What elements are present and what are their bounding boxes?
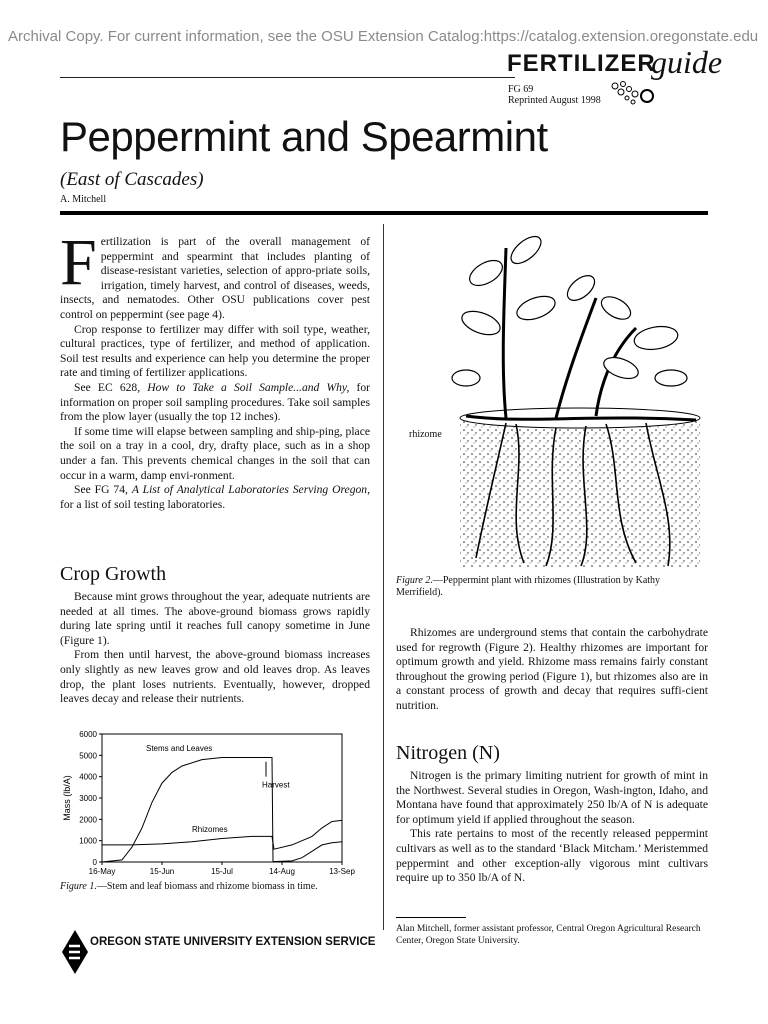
intro-paragraph-2: Crop response to fertilizer may differ with soil type, weather, cultural practices, type of fertilizer, and method of application. Soil test results and experience can help you determine the proper rate and timing of fertilizer applications. xyxy=(60,322,370,380)
nitrogen-paragraph-1: Nitrogen is the primary limiting nutrient for growth of mint in the Northwest. Several studies in Oregon, Wash-ington, Idaho, and Montana have found that approximately 250 lb/A of N is adequate for optimum yield if applied throughout the season. xyxy=(396,769,708,826)
column-divider xyxy=(383,224,384,930)
nitrogen-heading: Nitrogen (N) xyxy=(396,742,500,764)
drop-cap: F xyxy=(60,226,97,299)
p5-text-b: , for a list of soil testing laboratories. xyxy=(60,483,371,511)
biomass-chart xyxy=(60,722,360,880)
x-tick-label: 15-Jul xyxy=(211,867,233,876)
rhizomes-paragraph: Rhizomes are underground stems that contain the carbohydrate used for regrowth (Figure 2). Healthy rhizomes are important for optimum growth and yield. Rhizome mass remains fairly constant throughout the growing period (Figure 1), but rhizomes also are in a constant process of growth and decay that requires suffi-cient nutrition. xyxy=(396,626,708,712)
peppermint-plant-illustration xyxy=(406,228,706,573)
crop-growth-paragraph-1: Because mint grows throughout the year, adequate nutrients are needed at all times. The above-ground biomass grows rapidly during late spring until it reaches full canopy sometime in June (Figure 1). xyxy=(60,590,370,647)
leaves xyxy=(452,232,687,386)
x-tick-label: 16-May xyxy=(88,867,116,876)
soil-block xyxy=(460,418,700,568)
page-title: Peppermint and Spearmint xyxy=(60,113,548,160)
osu-extension-logo xyxy=(60,928,380,978)
guide-id: FG 69 xyxy=(508,84,534,95)
ec628-title: How to Take a Soil Sample...and Why, xyxy=(147,380,350,394)
crop-growth-section xyxy=(60,590,370,707)
series-line-stems-leaves xyxy=(102,758,342,863)
series-guide: guide xyxy=(651,44,723,80)
osu-extension-name: OREGON STATE UNIVERSITY EXTENSION SERVICE xyxy=(90,936,376,948)
dots-icon xyxy=(607,80,657,108)
intro-paragraph-5 xyxy=(60,483,370,512)
y-tick-label: 5000 xyxy=(79,751,97,761)
x-tick-label: 13-Sep xyxy=(329,867,355,876)
y-tick-label: 3000 xyxy=(79,794,97,803)
footnote-rule xyxy=(396,917,466,918)
stems xyxy=(503,248,636,418)
crop-growth-heading: Crop Growth xyxy=(60,563,167,585)
author: A. Mitchell xyxy=(60,194,107,205)
nitrogen-paragraph-2: This rate pertains to most of the recently released peppermint cultivars as well as to the standard ‘Black Mitcham.’ Meristemmed peppermint and other exception-ally vigorous mint cultivars require up to 350 lb/A of N. xyxy=(396,827,708,885)
rhizomes-section xyxy=(396,626,708,714)
intro-text-1: ertilization is part of the overall management of peppermint and spearmint that includes planting of disease-resistant varieties, selection of appro-priate soils, irrigation, timely harvest, and control of diseases, weeds, insects, and nematodes. Other OSU publications cover pest control on peppermint (see page 4). xyxy=(60,235,370,321)
series-name: FERTILIZER xyxy=(507,50,656,77)
header-rule xyxy=(60,77,515,78)
figure-1-text: —Stem and leaf biomass and rhizome biomass in time. xyxy=(96,881,318,892)
archival-notice: Archival Copy. For current information, see the OSU Extension Catalog:https://catalog.extension.oregonstate.edu xyxy=(8,28,759,45)
fg74-title: A List of Analytical Laboratories Serving Oregon xyxy=(131,483,368,497)
y-tick-label: 2000 xyxy=(79,815,97,825)
page-subtitle: (East of Cascades) xyxy=(60,169,204,190)
series-label-stems-leaves: Stems and Leaves xyxy=(146,744,213,754)
nitrogen-section xyxy=(396,769,708,886)
figure-2-label: Figure 2. xyxy=(396,575,433,586)
harvest-annotation: Harvest xyxy=(262,780,290,790)
x-tick-label: 14-Aug xyxy=(269,867,295,876)
crop-growth-paragraph-2: From then until harvest, the above-ground biomass increases only slightly as new leaves grow and old leaves drop. As leaves drop, the plant loses nutrients. Eventually, however, dropped leaves decay and release their nutrients. xyxy=(60,648,370,706)
p5-text-a: See FG 74, xyxy=(74,483,132,497)
intro-section xyxy=(60,226,371,512)
y-tick-label: 1000 xyxy=(79,836,97,846)
y-axis-label: Mass (lb/A) xyxy=(62,775,72,821)
rhizome-label: rhizome xyxy=(409,429,442,440)
y-tick-label: 0 xyxy=(92,858,97,867)
y-tick-label: 6000 xyxy=(79,730,97,739)
osu-emblem-icon xyxy=(60,928,90,976)
intro-paragraph-1 xyxy=(60,226,370,323)
y-tick-label: 4000 xyxy=(79,772,97,782)
intro-paragraph-4: If some time will elapse between sampling and ship-ping, place the soil on a tray in a cool, dry, drafty place, such as in a shop under a fan. This prevents chemical changes in the soil that can occur in a warm, damp envi-ronment. xyxy=(60,424,370,482)
guide-number xyxy=(508,84,601,106)
p3-text-b: for information on proper soil sampling procedures. Take soil samples from the plow layer (usually the top 12 inches). xyxy=(60,380,370,424)
series-label-rhizomes: Rhizomes xyxy=(192,825,228,835)
reprint-date: Reprinted August 1998 xyxy=(508,95,601,106)
author-footnote: Alan Mitchell, former assistant professor, Central Oregon Agricultural Research Center, Oregon State University. xyxy=(396,924,701,946)
x-tick-label: 15-Jun xyxy=(149,867,175,876)
intro-paragraph-3 xyxy=(60,381,370,425)
figure-1-caption xyxy=(60,881,370,892)
figure-2-caption xyxy=(396,575,666,599)
p3-text-a: See EC 628, xyxy=(74,380,148,394)
title-rule xyxy=(60,211,708,215)
figure-1-label: Figure 1. xyxy=(60,881,97,892)
plot-frame xyxy=(102,734,342,862)
figure-2-text: —Peppermint plant with rhizomes (Illustration by Kathy Merrifield). xyxy=(396,575,661,598)
